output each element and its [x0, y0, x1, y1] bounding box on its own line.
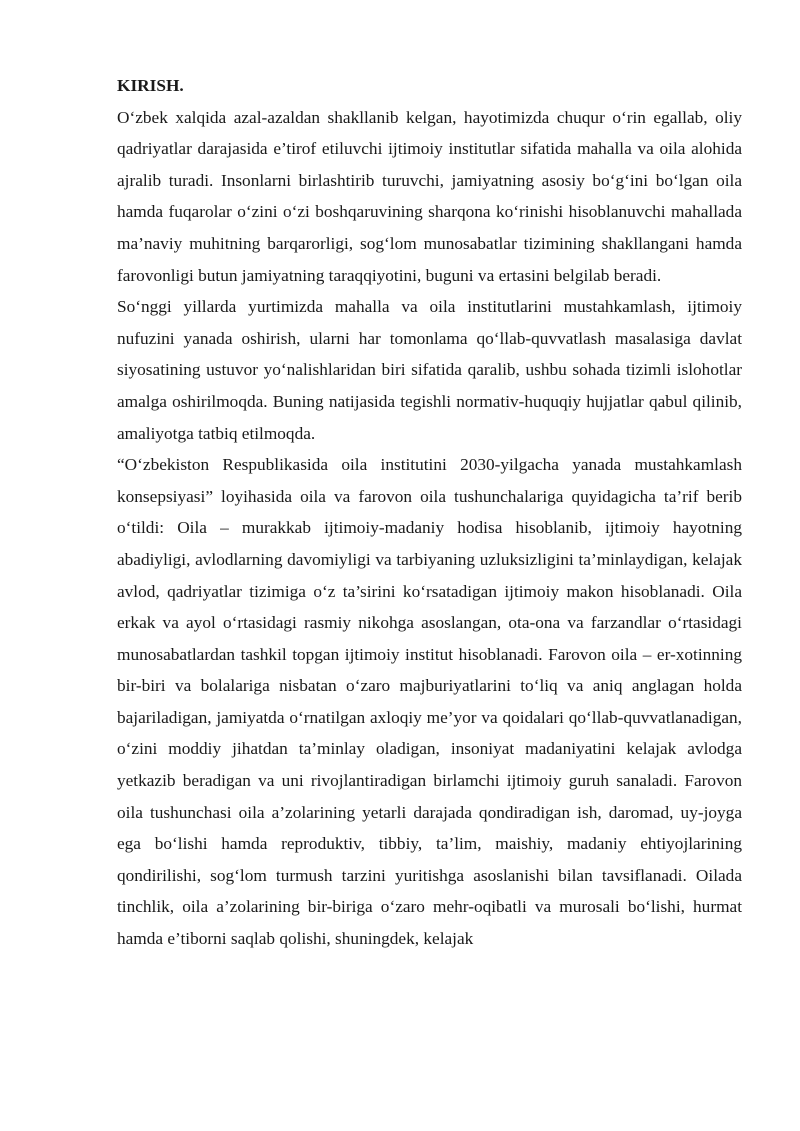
section-heading: KIRISH. — [117, 76, 184, 95]
document-page — [117, 70, 742, 955]
paragraph-reforms: So‘nggi yillarda yurtimizda mahalla va oila institutlarini mustahkamlash, ijtimoiy nufuzini yanada oshirish, ularni har tomonlama qo‘llab-quvvatlash masalasiga davlat siyosatining ustuvor yo‘nalishlaridan biri sifatida qaralib, ushbu sohada tizimli islohotlar amalga oshirilmoqda. Buning natijasida tegishli normativ-huquqiy hujjatlar qabul qilinib, amaliyotga tatbiq etilmoqda. — [117, 297, 742, 443]
paragraph-intro: O‘zbek xalqida azal-azaldan shakllanib kelgan, hayotimizda chuqur o‘rin egallab, oliy qadriyatlar darajasida e’tirof etiluvchi ijtimoiy institutlar sifatida mahalla va oila alohida ajralib turadi. Insonlarni birlashtirib turuvchi, jamiyatning asosiy bo‘g‘ini bo‘lgan oila hamda fuqarolar o‘zini o‘zi boshqaruvining sharqona ko‘rinishi hisoblanuvchi mahallada ma’naviy muhitning barqarorligi, sog‘lom munosabatlar tizimining shakllangani hamda farovonligi butun jamiyatning taraqqiyotini, buguni va ertasini belgilab beradi. — [117, 107, 742, 285]
paragraph-concept: “O‘zbekiston Respublikasida oila institutini 2030-yilgacha yanada mustahkamlash konsepsiyasi” loyihasida oila va farovon oila tushunchalariga quyidagicha ta’rif berib o‘tildi: Oila – murakkab ijtimoiy-madaniy hodisa hisoblanib, ijtimoiy hayotning abadiyligi, avlodlarning davomiyligi va tarbiyaning uzluksizligini ta’minlaydigan, kelajak avlod, qadriyatlar tizimiga o‘z ta’sirini ko‘rsatadigan ijtimoiy makon hisoblanadi. Oila erkak va ayol o‘rtasidagi rasmiy nikohga asoslangan, ota-ona va farzandlar o‘rtasidagi munosabatlardan tashkil topgan ijtimoiy institut hisoblanadi. Farovon oila – er-xotinning bir-biri va bolalariga nisbatan o‘zaro majburiyatlarini to‘liq va aniq anglagan holda bajariladigan, jamiyatda o‘rnatilgan axloqiy me’yor va qoidalari qo‘llab-quvvatlanadigan, o‘zini moddiy jihatdan ta’minlay oladigan, insoniyat madaniyatini kelajak avlodga yetkazib beradigan va uni rivojlantiradigan birlamchi ijtimoiy guruh sanaladi. Farovon oila tushunchasi oila a’zolarining yetarli darajada qondiradigan ish, daromad, uy-joyga ega bo‘lishi hamda reproduktiv, tibbiy, ta’lim, maishiy, madaniy ehtiyojlarining qondirilishi, sog‘lom turmush tarzini yuritishga asoslanishi bilan tavsiflanadi. Oilada tinchlik, oila a’zolarining bir-biriga o‘zaro mehr-oqibatli va murosali bo‘lishi, hurmat hamda e’tiborni saqlab qolishi, shuningdek, kelajak — [117, 455, 742, 949]
